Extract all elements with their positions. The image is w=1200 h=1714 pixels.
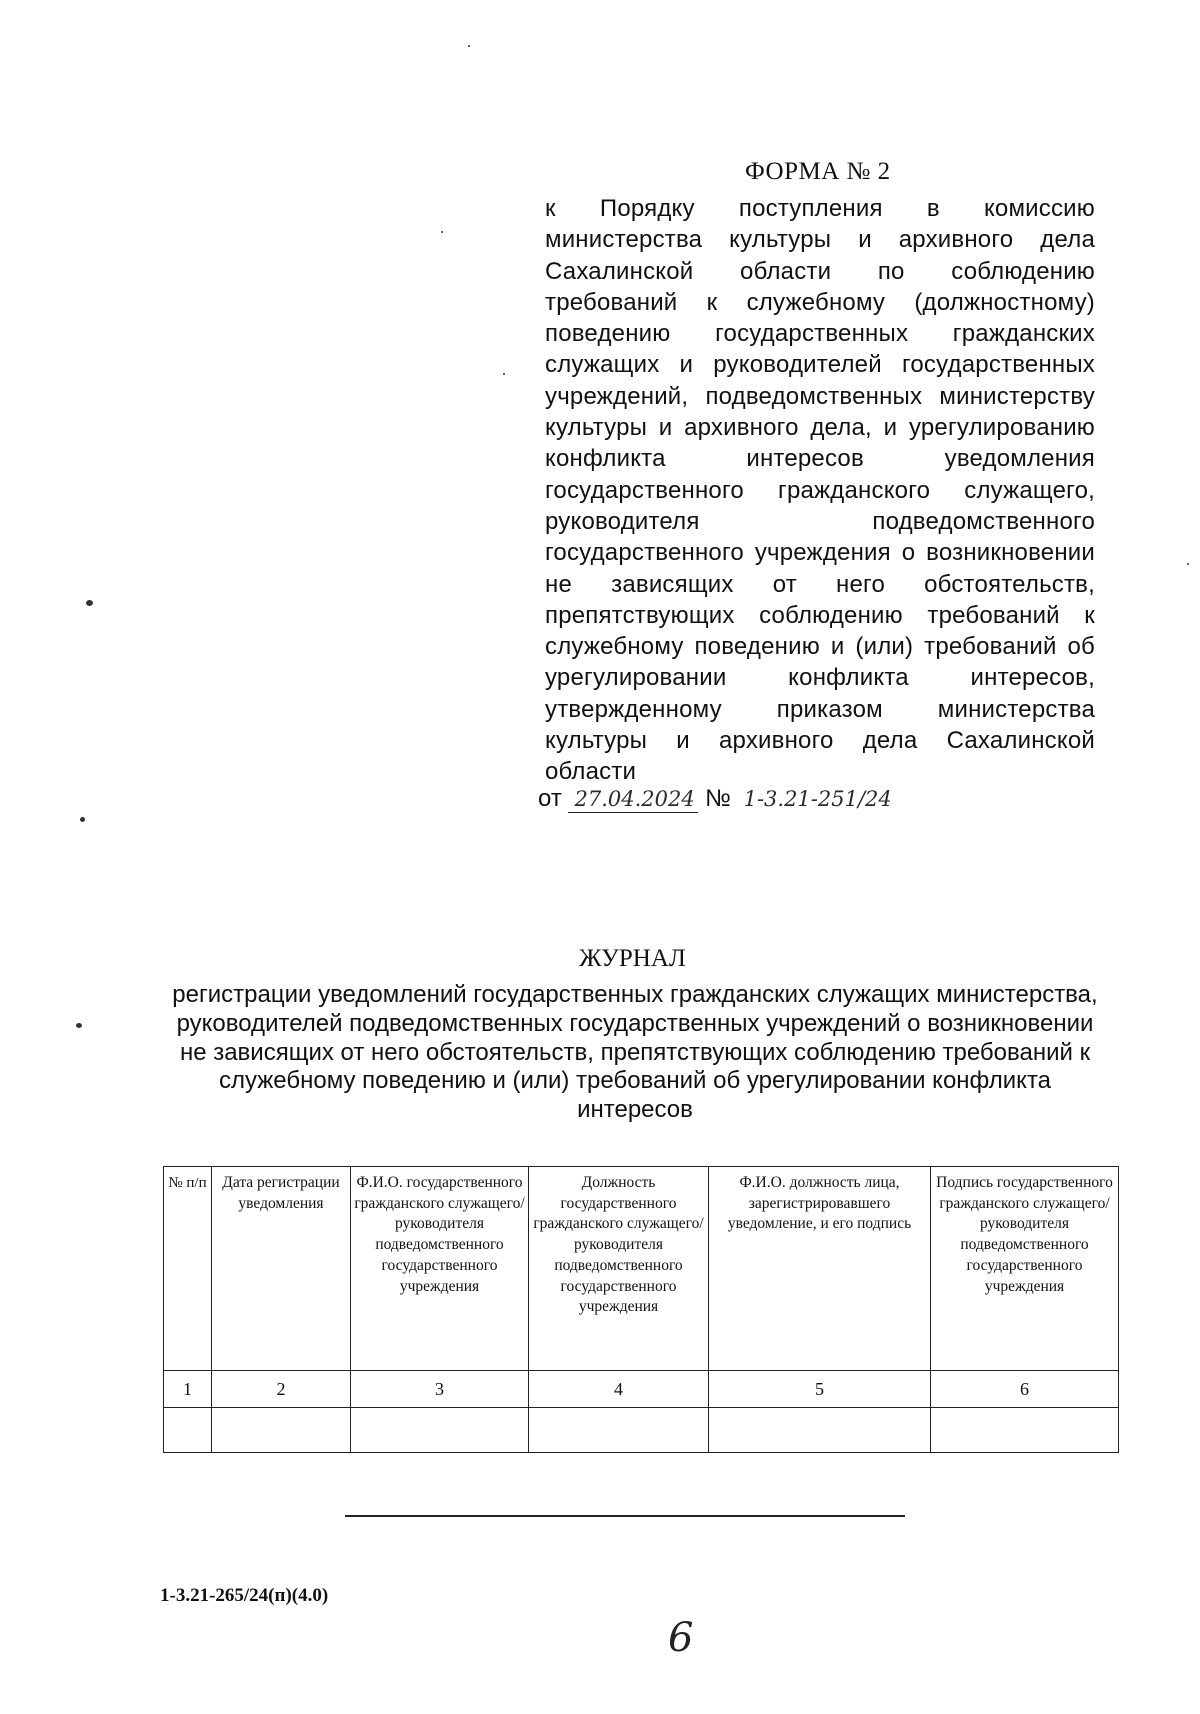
signature-divider (345, 1515, 905, 1517)
handwritten-page-number: 6 (668, 1615, 694, 1661)
column-number-cell: 5 (709, 1371, 931, 1408)
journal-table (163, 1166, 1119, 1453)
column-number-cell: 4 (529, 1371, 709, 1408)
order-number-label: № (705, 785, 731, 812)
scan-speck (76, 1023, 82, 1028)
header-cell-number: № п/п (164, 1167, 212, 1371)
header-cell-registrar: Ф.И.О. должность лица, зарегистрировавшего уведомление, и его подпись (709, 1167, 931, 1371)
empty-cell (709, 1408, 931, 1453)
column-number-cell: 1 (164, 1371, 212, 1408)
column-number-cell: 6 (931, 1371, 1119, 1408)
empty-cell (529, 1408, 709, 1453)
order-reference (538, 785, 900, 813)
table-header-row (164, 1167, 1119, 1371)
column-number-row (164, 1371, 1119, 1408)
scan-speck (86, 600, 93, 606)
empty-cell (164, 1408, 212, 1453)
scan-speck (503, 373, 505, 375)
empty-cell (212, 1408, 351, 1453)
journal-subtitle: регистрации уведомлений государственных гражданских служащих министерства, руководителей подведомственных государственных учреждений о возникновении не зависящих от него обстоятельств, препятствующих соблюдению требований к служебному поведению и (или) требований об урегулировании конфликта интересов (172, 981, 1098, 1124)
header-cell-position: Должность государственного гражданского служащего/ руководителя подведомственного государственного учреждения (529, 1167, 709, 1371)
form-title: ФОРМА № 2 (745, 158, 891, 185)
journal-title: ЖУРНАЛ (579, 945, 686, 972)
empty-cell (351, 1408, 529, 1453)
handwritten-order-date: 27.04.2024 (568, 786, 698, 813)
header-cell-employee-name: Ф.И.О. государственного гражданского служащего/ руководителя подведомственного государственного учреждения (351, 1167, 529, 1371)
column-number-cell: 3 (351, 1371, 529, 1408)
scan-speck (441, 231, 443, 233)
form-preamble: к Порядку поступления в комиссию министерства культуры и архивного дела Сахалинской области по соблюдению требований к служебному (должностному) поведению государственных гражданских служащих и руководителей государственных учреждений, подведомственных министерству культуры и архивного дела, и урегулированию конфликта интересов уведомления государственного гражданского служащего, руководителя подведомственного государственного учреждения о возникновении не зависящих от него обстоятельств, препятствующих соблюдению требований к служебному поведению и (или) требований об урегулировании конфликта интересов, утвержденному приказом министерства культуры и архивного дела Сахалинской области (545, 195, 1095, 786)
header-cell-date: Дата регистрации уведомления (212, 1167, 351, 1371)
empty-cell (931, 1408, 1119, 1453)
order-from-label: от (538, 785, 562, 812)
header-cell-signature: Подпись государственного гражданского служащего/ руководителя подведомственного государственного учреждения (931, 1167, 1119, 1371)
scan-speck (468, 45, 470, 47)
scan-speck (1187, 563, 1189, 565)
handwritten-order-number: 1-3.21-251/24 (743, 787, 892, 811)
table-row (164, 1408, 1119, 1453)
scan-speck (80, 817, 85, 822)
document-code: 1-3.21-265/24(п)(4.0) (160, 1585, 329, 1606)
column-number-cell: 2 (212, 1371, 351, 1408)
